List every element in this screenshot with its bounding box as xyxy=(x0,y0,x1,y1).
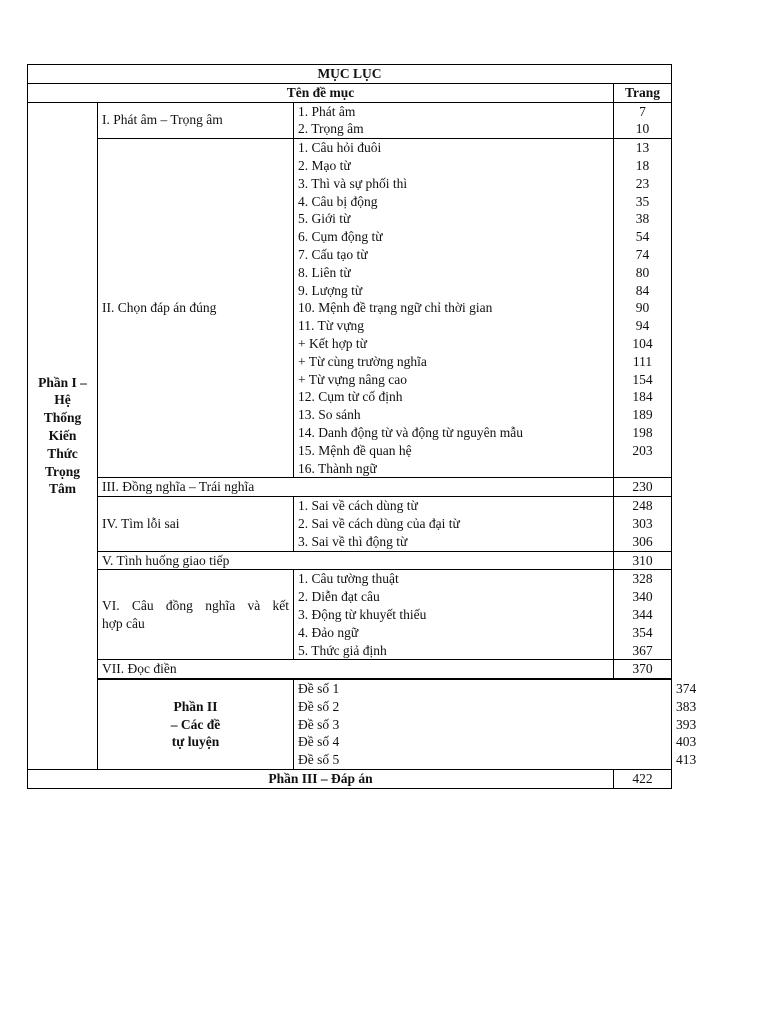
part3-row xyxy=(28,770,672,789)
item-page: 203 xyxy=(632,442,653,458)
toc-title: MỤC LỤC xyxy=(28,65,672,84)
section-page: 310 xyxy=(614,551,672,570)
section-row xyxy=(28,660,672,679)
section-items xyxy=(294,102,614,139)
item-name: 15. Mệnh đề quan hệ xyxy=(298,442,412,458)
section-row xyxy=(28,478,672,497)
part2-items xyxy=(294,679,672,769)
section-title xyxy=(98,570,294,660)
item-name: 1. Sai về cách dùng từ xyxy=(298,498,418,514)
item-page: 340 xyxy=(632,589,653,605)
item-page: 198 xyxy=(632,424,653,440)
section-title: VII. Đọc điền xyxy=(98,660,614,679)
item-page: 306 xyxy=(632,533,653,549)
part2-label-line: Phần II xyxy=(173,698,218,714)
item-name: 3. Thì và sự phối thì xyxy=(298,175,408,191)
section-items xyxy=(294,497,614,551)
section-page: 370 xyxy=(614,660,672,679)
item-page: 90 xyxy=(635,300,650,316)
item-name: + Từ vựng nâng cao xyxy=(298,371,407,387)
item-name: 6. Cụm động từ xyxy=(298,229,383,245)
item-page: 18 xyxy=(635,157,650,173)
item-name: 4. Đảo ngữ xyxy=(298,624,359,640)
item-name: 14. Danh động từ và động từ nguyên mẫu xyxy=(298,424,523,440)
exam-name: Đề số 1 xyxy=(298,681,340,697)
header-page: Trang xyxy=(614,83,672,102)
header-name: Tên đề mục xyxy=(28,83,614,102)
item-name: 1. Câu hỏi đuôi xyxy=(298,140,382,156)
item-name: 13. So sánh xyxy=(298,407,361,423)
item-name: 3. Động từ khuyết thiếu xyxy=(298,606,427,622)
part1-label-line: Thống xyxy=(43,410,82,426)
section-pages xyxy=(614,497,672,551)
section-row xyxy=(28,551,672,570)
part1-label-line: Trọng xyxy=(44,463,80,479)
item-page: 35 xyxy=(635,193,650,209)
title-row xyxy=(28,65,672,84)
item-name: 2. Trọng âm xyxy=(298,121,364,137)
section-page: 230 xyxy=(614,478,672,497)
part2-label-line: tự luyện xyxy=(171,734,220,750)
part1-label-line: Tâm xyxy=(49,481,76,497)
item-name: 4. Câu bị động xyxy=(298,193,378,209)
item-name: 12. Cụm từ cố định xyxy=(298,389,403,405)
item-page: 38 xyxy=(635,211,650,227)
item-page: 367 xyxy=(632,642,653,658)
item-name: + Kết hợp từ xyxy=(298,335,367,351)
part1-label-line: Phần I – xyxy=(38,374,87,390)
item-page: 154 xyxy=(632,371,653,387)
item-page: 80 xyxy=(635,264,650,280)
part2-label-line: – Các đề xyxy=(170,716,221,732)
header-row xyxy=(28,83,672,102)
item-page: 84 xyxy=(635,282,650,298)
item-name: 7. Cấu tạo từ xyxy=(298,246,368,262)
item-page: 94 xyxy=(635,318,650,334)
exam-name: Đề số 3 xyxy=(298,716,340,732)
section-row xyxy=(28,102,672,139)
section-row xyxy=(28,139,672,478)
section-pages xyxy=(614,139,672,478)
part1-label xyxy=(28,102,98,769)
item-name: 8. Liên từ xyxy=(298,264,351,280)
item-name: 2. Diễn đạt câu xyxy=(298,589,380,605)
item-name: 3. Sai về thì động từ xyxy=(298,533,408,549)
section-items xyxy=(294,570,614,660)
item-name: 16. Thành ngữ xyxy=(298,460,377,476)
section-title: III. Đồng nghĩa – Trái nghĩa xyxy=(98,478,614,497)
section-pages xyxy=(614,570,672,660)
item-page: 354 xyxy=(632,624,653,640)
item-page: 54 xyxy=(635,229,650,245)
item-page: 328 xyxy=(632,571,653,587)
section-items xyxy=(294,139,614,478)
section-title: I. Phát âm – Trọng âm xyxy=(98,102,294,139)
part3-page: 422 xyxy=(614,770,672,789)
item-name: 1. Phát âm xyxy=(298,103,356,119)
section-row xyxy=(28,497,672,551)
item-page: 23 xyxy=(635,175,650,191)
section-pages xyxy=(614,102,672,139)
item-name: 11. Từ vựng xyxy=(298,318,365,334)
part1-label-line: Thức xyxy=(47,445,78,461)
exam-name: Đề số 2 xyxy=(298,698,340,714)
item-page: 104 xyxy=(632,335,653,351)
part1-label-line: Kiến xyxy=(48,427,77,443)
item-page: 344 xyxy=(632,606,653,622)
part1-label-line: Hệ xyxy=(54,392,71,408)
exam-name: Đề số 5 xyxy=(298,752,340,768)
item-page: 184 xyxy=(632,389,653,405)
item-name: 2. Mạo từ xyxy=(298,157,351,173)
section-title: IV. Tìm lỗi sai xyxy=(98,497,294,551)
item-name: 5. Thức giả định xyxy=(298,642,387,658)
item-page: 74 xyxy=(635,246,650,262)
item-page: 303 xyxy=(632,515,653,531)
item-page: 10 xyxy=(635,121,650,137)
item-page: 189 xyxy=(632,407,653,423)
item-page: 7 xyxy=(639,103,646,119)
section-title: II. Chọn đáp án đúng xyxy=(98,139,294,478)
part2-label xyxy=(98,679,294,769)
item-page: 111 xyxy=(632,353,653,369)
item-page: 13 xyxy=(635,140,650,156)
section-title-line: VI. Câu đồng nghĩa và kết xyxy=(102,598,289,613)
item-name: 5. Giới từ xyxy=(298,211,351,227)
part3-label: Phần III – Đáp án xyxy=(28,770,614,789)
part2-row: Phần II – Các đề tự luyện Đề số 1 Đề số 2 Đề số 3 Đề số 4 Đề số 5 374 383 393 403 413 xyxy=(28,679,672,769)
item-name: 10. Mệnh đề trạng ngữ chỉ thời gian xyxy=(298,300,493,316)
table-of-contents xyxy=(27,64,697,789)
section-title-line: hợp câu xyxy=(102,615,145,631)
exam-name: Đề số 4 xyxy=(298,734,340,750)
item-page: 248 xyxy=(632,498,653,514)
section-title: V. Tình huống giao tiếp xyxy=(98,551,614,570)
item-name: 9. Lượng từ xyxy=(298,282,363,298)
section-row xyxy=(28,570,672,660)
item-name: + Từ cùng trường nghĩa xyxy=(298,353,427,369)
item-name: 1. Câu tường thuật xyxy=(298,571,399,587)
item-name: 2. Sai về cách dùng của đại từ xyxy=(298,515,460,531)
